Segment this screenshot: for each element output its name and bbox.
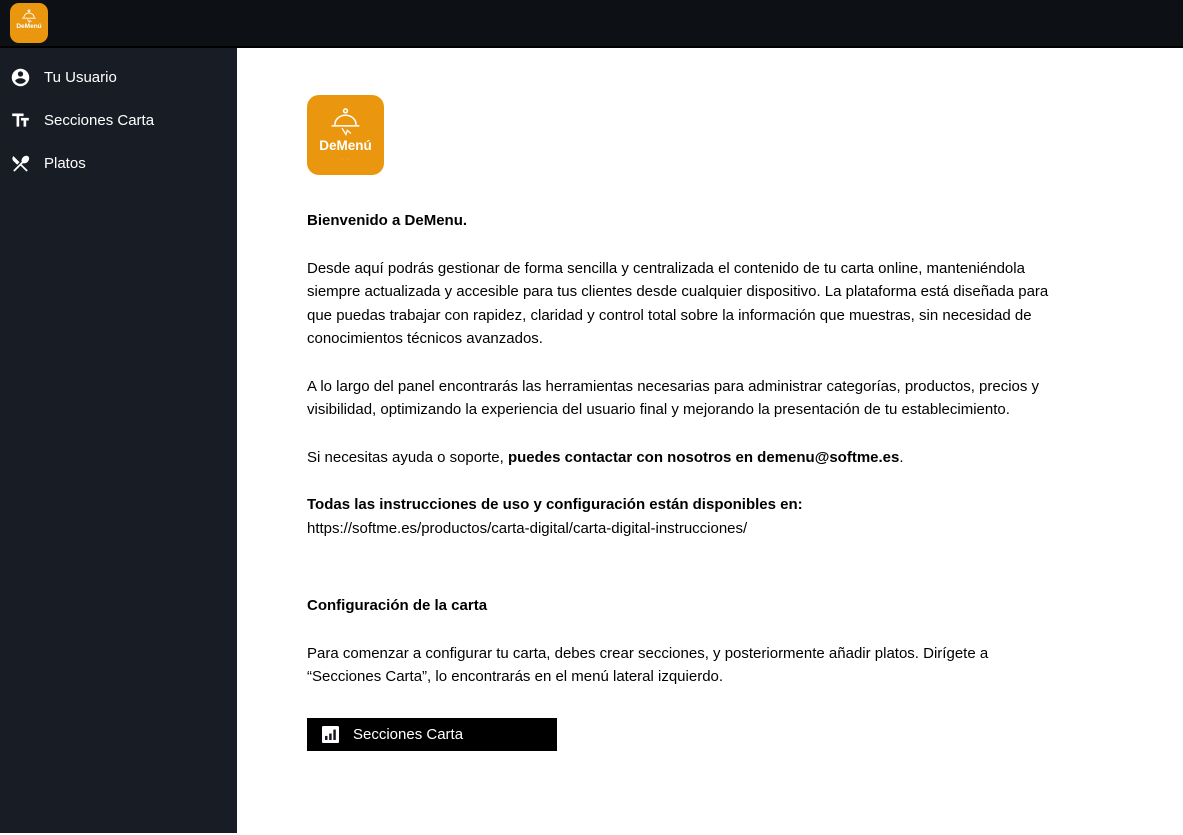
logo-tagline: · · (341, 156, 350, 163)
support-prefix: Si necesitas ayuda o soporte, (307, 448, 508, 466)
logo-brand-name: DeMenú (16, 23, 42, 31)
sidebar-item-tu-usuario[interactable] (0, 56, 237, 99)
app-logo[interactable] (10, 3, 48, 43)
welcome-title: Bienvenido a DeMenu. (307, 212, 468, 229)
demenu-logo-card (307, 95, 384, 175)
instructions-heading: Todas las instrucciones de uso y configuración están disponibles en: (307, 496, 803, 513)
support-suffix: . (899, 448, 904, 466)
sidebar-item-label: Platos (44, 155, 86, 172)
config-paragraph: Para comenzar a configurar tu carta, debes crear secciones, y posteriormente añadir platos. Dirígete a “Secciones Carta”, lo encontrarás en el menú lateral izquierdo. (307, 644, 989, 685)
crossed-utensils-icon (10, 153, 31, 174)
sidebar-item-secciones-carta[interactable] (0, 99, 237, 142)
config-heading: Configuración de la carta (307, 597, 488, 614)
instructions-url: https://softme.es/productos/carta-digital/carta-digital-instrucciones/ (307, 519, 748, 537)
tools-paragraph: A lo largo del panel encontrarás las herramientas necesarias para administrar categorías, productos, precios y visibilidad, optimizando la experiencia del usuario final y mejorando la presentación de tu establecimiento. (307, 377, 1040, 418)
main-content (237, 48, 1183, 833)
support-paragraph (307, 446, 1065, 470)
instructions-paragraph (307, 493, 1065, 540)
cta-button-label: Secciones Carta (353, 725, 464, 743)
logo-tagline: · · (27, 31, 31, 37)
secciones-carta-button[interactable] (307, 718, 557, 751)
support-contact: puedes contactar con nosotros en demenu@softme.es (507, 448, 900, 466)
cloche-icon (329, 107, 362, 136)
bar-chart-icon (322, 726, 339, 743)
sidebar (0, 48, 237, 833)
intro-paragraph: Desde aquí podrás gestionar de forma sencilla y centralizada el contenido de tu carta online, manteniéndola siempre actualizada y accesible para tus clientes desde cualquier dispositivo. La plataforma está diseñada para que puedas trabajar con rapidez, claridad y control total sobre la información que muestras, sin necesidad de conocimientos técnicos avanzados. (307, 259, 1049, 347)
text-fields-icon (10, 110, 31, 131)
sidebar-item-label: Tu Usuario (44, 69, 117, 86)
sidebar-item-label: Secciones Carta (44, 112, 155, 129)
topbar (0, 0, 1183, 48)
user-circle-icon (10, 67, 31, 88)
logo-brand-name: DeMenú (319, 138, 372, 154)
sidebar-item-platos[interactable] (0, 142, 237, 185)
cloche-icon (21, 9, 37, 23)
